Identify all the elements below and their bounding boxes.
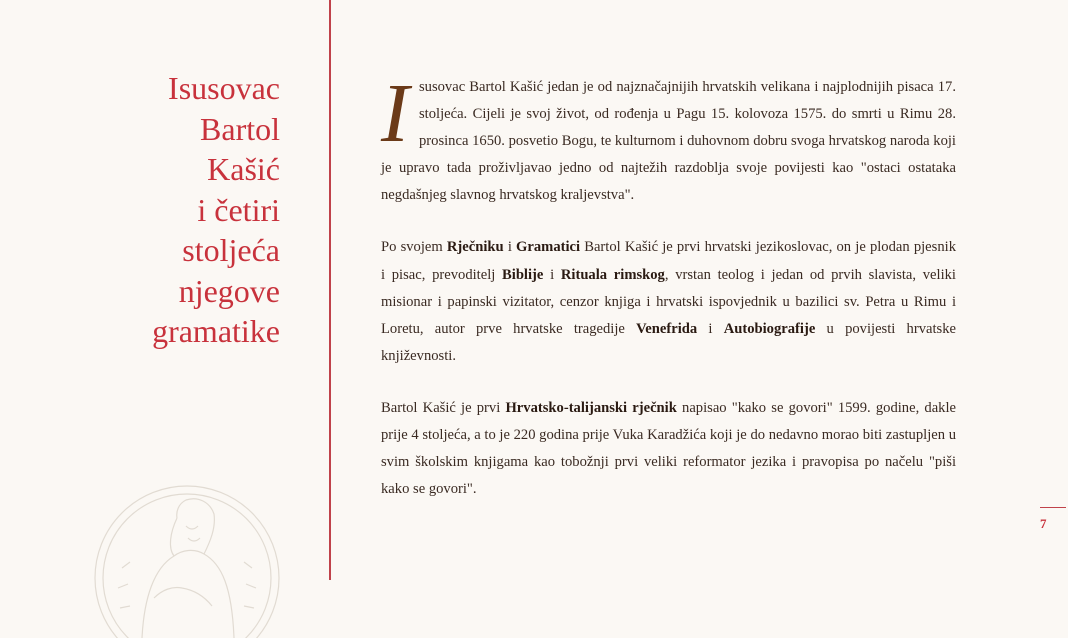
bold-term: Rituala rimskog: [560, 266, 665, 283]
bold-term: Biblije: [502, 266, 544, 283]
text-run: u povijesti hrvatske književnosti.: [381, 320, 956, 364]
chapter-title-line: njegove: [178, 272, 280, 309]
bold-term: Rječniku: [446, 239, 504, 256]
text-run: Bartol Kašić je prvi hrvatski jezikoslovac, on je plodan pjesnik i pisac, prevoditelj: [381, 239, 956, 283]
paragraph-intro: [381, 67, 956, 209]
text-run: i: [543, 266, 561, 283]
page-number-rule: [1040, 507, 1066, 508]
chapter-title-line: gramatike: [152, 313, 280, 349]
paragraph-works: [381, 234, 956, 369]
text-run: , vrstan teolog i jedan od prvih slavista, veliki misionar i papinski vizitator, cenzor knjiga i hrvatski ispovjednik u bazilici sv. Petra u Rimu i Loretu, autor prve hrvatske tragedije: [381, 266, 956, 337]
bold-term: Venefrida: [636, 320, 698, 337]
portrait-emblem-icon: [82, 478, 292, 638]
paragraph-dictionary: [381, 395, 956, 503]
body-text: [381, 67, 957, 528]
bold-term: Gramatici: [516, 239, 581, 256]
drop-cap: I: [381, 67, 409, 160]
chapter-title-line: i četiri: [197, 191, 280, 228]
text-run: napisao "kako se govori" 1599. godine, dakle prije 4 stoljeća, a to je 220 godina prije Vuka Karadžića koji je do nedavno morao biti zastupljen u svim školskim knjigama kao tobožnji prvi veliki reformator jezika i pravopisa po načelu "piši kako se govori".: [381, 399, 957, 498]
paragraph-text: susovac Bartol Kašić jedan je od najznačajnijih hrvatskih velikana i najplodnijih pisaca 17. stoljeća. Cijeli je svoj život, od rođenja u Pagu 15. kolovoza 1575. do smrti u Rimu 28. prosinca 1650. posvetio Bogu, te kulturnom i duhovnom dobru svoga hrvatskog naroda koji je upravo tada proživljavao jedno od najtežih razdoblja svoje povijesti kao "ostaci ostataka negdašnjeg slavnog hrvatskog kraljevstva".: [381, 79, 956, 204]
vertical-divider: [329, 0, 331, 580]
text-run: i: [503, 239, 517, 256]
chapter-title-line: Kašić: [207, 151, 280, 187]
bold-term: Hrvatsko-talijanski rječnik: [505, 399, 677, 416]
chapter-title-line: Bartol: [200, 110, 280, 147]
text-run: i: [697, 320, 724, 337]
chapter-title-line: Isusovac: [168, 70, 280, 106]
chapter-title-line: stoljeća: [182, 232, 280, 268]
page-number: 7: [1040, 516, 1047, 531]
chapter-title: [100, 68, 280, 352]
text-run: Bartol Kašić je prvi: [381, 399, 506, 416]
text-run: Po svojem: [381, 239, 447, 256]
bold-term: Autobiografije: [723, 320, 816, 337]
